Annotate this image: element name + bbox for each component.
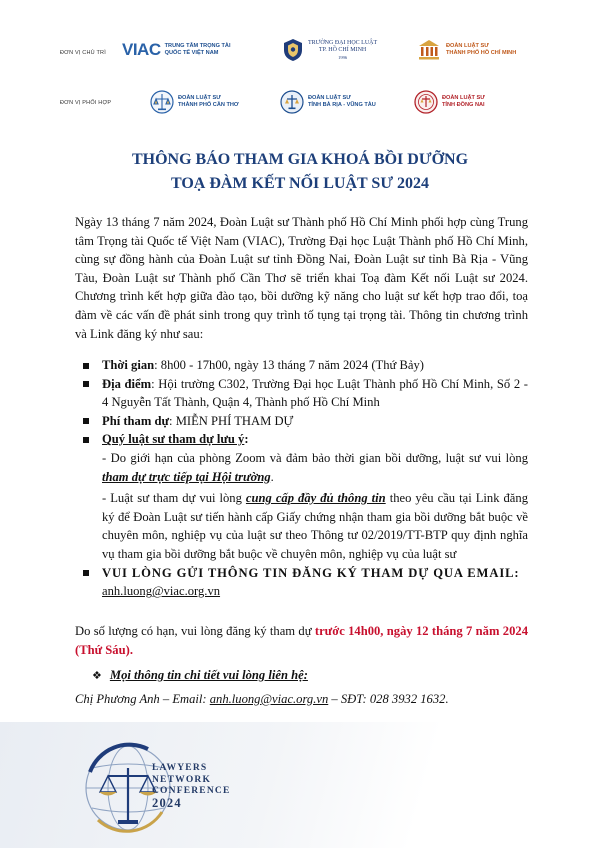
partner-label: ĐƠN VỊ PHỐI HỢP (60, 100, 112, 106)
list-item-notice (75, 430, 528, 563)
list-item-place (75, 375, 528, 412)
bullet-square-icon (83, 418, 89, 424)
viac-logo (122, 40, 231, 60)
diamond-bullet-icon: ❖ (92, 669, 102, 682)
law-university-emblem-icon (282, 38, 304, 62)
hcmc-bar-logo (416, 38, 516, 62)
can-tho-bar-line2: THÀNH PHỐ CẦN THƠ (178, 102, 239, 108)
viac-mark: VIAC (122, 40, 161, 59)
viac-name-line1: TRUNG TÂM TRỌNG TÀI (164, 43, 231, 49)
dong-nai-bar-emblem-icon (414, 90, 438, 114)
title-line2: TOẠ ĐÀM KẾT NỐI LUẬT SƯ 2024 (170, 175, 430, 192)
time-value: : 8h00 - 17h00, ngày 13 tháng 7 năm 2024 (Thứ Bảy) (154, 358, 424, 372)
ba-ria-vung-tau-bar-emblem-icon (280, 90, 304, 114)
host-label: ĐƠN VỊ CHỦ TRÌ (60, 50, 106, 56)
notice-item-2 (102, 489, 528, 563)
contact-phone: – SĐT: 028 3932 1632. (328, 692, 449, 706)
can-tho-bar-line1: ĐOÀN LUẬT SƯ (178, 95, 221, 101)
bullet-square-icon (83, 570, 89, 576)
list-item-time (75, 356, 528, 375)
dong-nai-bar-line1: ĐOÀN LUẬT SƯ (442, 95, 485, 101)
conference-wordmark (152, 763, 231, 809)
contact-heading (92, 666, 308, 685)
ba-ria-vung-tau-bar-line1: ĐOÀN LUẬT SƯ (308, 95, 351, 101)
dong-nai-bar-line2: TỈNH ĐỒNG NAI (442, 102, 485, 108)
place-value: : Hội trường C302, Trường Đại học Luật Thành phố Hồ Chí Minh, Số 2 - 4 Nguyễn Tất Thành, Quận 4, Thành phố Hồ Chí Minh (102, 376, 528, 410)
contact-person: Chị Phương Anh – Email: (75, 692, 210, 706)
notice-colon: : (244, 432, 249, 447)
notice2-emphasis: cung cấp đầy đủ thông tin (245, 491, 386, 506)
hcmc-bar-line2: THÀNH PHỐ HỒ CHÍ MINH (446, 50, 517, 56)
viac-name-line2: QUỐC TẾ VIỆT NAM (164, 50, 219, 56)
fee-value: : MIỄN PHÍ THAM DỰ (169, 413, 294, 428)
bullet-square-icon (83, 437, 89, 443)
bullet-square-icon (83, 363, 89, 369)
conference-line3: CONFERENCE (152, 786, 231, 796)
place-label: Địa điểm (102, 376, 152, 391)
page-title (0, 148, 600, 196)
notice-item-1 (102, 449, 528, 486)
hcmc-bar-line1: ĐOÀN LUẬT SƯ (446, 43, 489, 49)
title-line1: THÔNG BÁO THAM GIA KHOÁ BỒI DƯỠNG (131, 151, 469, 168)
notice2-text: - Luật sư tham dự vui lòng (102, 491, 246, 506)
can-tho-bar-emblem-icon (150, 90, 174, 114)
register-text: VUI LÒNG GỬI THÔNG TIN ĐĂNG KÝ THAM DỰ QUA EMAIL: (102, 565, 520, 580)
register-email-link[interactable]: anh.luong@viac.org.vn (102, 584, 221, 599)
notice-label: Quý luật sư tham dự lưu ý (102, 432, 245, 447)
law-university-logo (282, 38, 377, 62)
time-label: Thời gian (102, 358, 155, 372)
contact-heading-text: Mọi thông tin chi tiết vui lòng liên hệ: (109, 668, 308, 682)
notice1-text: - Do giới hạn của phòng Zoom và đảm bảo thời gian bồi dưỡng, luật sư vui lòng (102, 450, 528, 465)
intro-paragraph: Ngày 13 tháng 7 năm 2024, Đoàn Luật sư Thành phố Hồ Chí Minh phối hợp cùng Trung tâm Trọng tài Quốc tế Việt Nam (VIAC), Trường Đại học Luật Thành phố Hồ Chí Minh, cùng sự đồng hành của Đoàn Luật sư tỉnh Đồng Nai, Đoàn Luật sư tỉnh Bà Rịa - Vũng Tàu, Đoàn Luật sư Thành phố Cần Thơ sẽ triển khai Toạ đàm Kết nối Luật sư 2024. Chương trình kết hợp giữa đào tạo, bồi dưỡng kỹ năng cho luật sư kết hợp trao đổi, toạ đàm về các vấn đề phát sinh trong quy trình tố tụng tại trọng tài. Thông tin chương trình và Link đăng ký như sau: (75, 215, 528, 341)
hcmc-bar-emblem-icon (416, 38, 442, 62)
ba-ria-vung-tau-bar-logo (280, 90, 376, 114)
law-university-line2: TP. HỒ CHÍ MINH (318, 46, 367, 53)
notice1-end: . (270, 469, 274, 484)
contact-email-link[interactable]: anh.luong@viac.org.vn (209, 692, 329, 706)
deadline-text: trước 14h00, ngày 12 tháng 7 năm 2024 (Thứ Sáu) (75, 624, 528, 657)
note-text: Do số lượng có hạn, vui lòng đăng ký tham dự (75, 624, 315, 638)
conference-year: 2024 (152, 795, 182, 810)
contact-line (75, 690, 449, 708)
fee-label: Phí tham dự (102, 413, 170, 428)
conference-line2: NETWORK (152, 774, 212, 785)
law-university-line1: TRƯỜNG ĐẠI HỌC LUẬT (308, 39, 378, 46)
note-end: . (129, 642, 133, 657)
conference-line1: LAWYERS (152, 763, 208, 773)
notice1-emphasis: tham dự trực tiếp tại Hội trường (102, 469, 271, 484)
notice2-rest: theo yêu cầu tại Link đăng ký để Đoàn Luật sư tiến hành cấp Giấy chứng nhận tham gia bồi dưỡng bắt buộc về chuyên môn, nghiệp vụ của luật sư theo Thông tư 02/2019/TT-BTP quy định nghĩa vụ tham gia bồi dưỡng bắt buộc về chuyên môn, nghiệp vụ của luật sư (102, 491, 528, 561)
list-item-fee (75, 412, 528, 431)
can-tho-bar-logo (150, 90, 239, 114)
details-list (75, 356, 528, 601)
dong-nai-bar-logo (414, 90, 485, 114)
deadline-note (75, 622, 528, 659)
list-item-register (75, 564, 528, 601)
ba-ria-vung-tau-bar-line2: TỈNH BÀ RỊA - VŨNG TÀU (308, 102, 376, 108)
bullet-square-icon (83, 381, 89, 387)
law-university-line3: 1996 (338, 54, 348, 60)
